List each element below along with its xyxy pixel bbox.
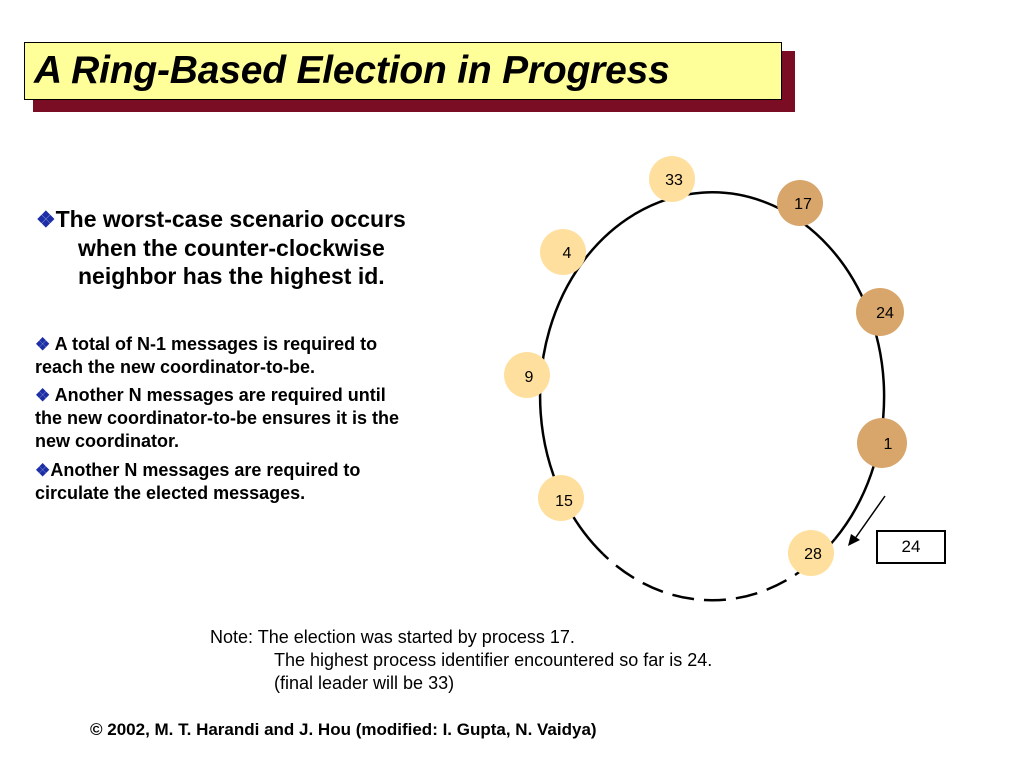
arrow-head-icon	[848, 534, 860, 546]
main-bullet-line1: The worst-case scenario occurs	[55, 206, 406, 232]
diamond-bullet-icon: ❖	[35, 386, 51, 405]
svg-text:4: 4	[562, 245, 572, 262]
election-message-value: 24	[901, 537, 921, 556]
ring-path	[540, 192, 884, 554]
note	[210, 626, 712, 695]
election-message-box	[876, 530, 946, 564]
sub-bullet-line1: A total of N-1 messages is required to	[50, 334, 378, 354]
copyright-footer: © 2002, M. T. Harandi and J. Hou (modified: I. Gupta, N. Vaidya)	[90, 720, 597, 739]
svg-text:24: 24	[876, 305, 894, 322]
note-line2: The highest process identifier encountered so far is 24.	[274, 650, 713, 670]
main-bullet-line2: when the counter-clockwise	[78, 235, 385, 261]
sub-bullet-line2: circulate the elected messages.	[35, 483, 306, 503]
svg-text:15: 15	[555, 493, 573, 510]
svg-text:9: 9	[524, 369, 534, 386]
ring-node-33	[649, 156, 695, 202]
slide-title: A Ring-Based Election in Progress	[34, 49, 670, 92]
svg-text:33: 33	[665, 172, 683, 189]
sub-bullet-line2: reach the new coordinator-to-be.	[35, 357, 316, 377]
note-line3: (final leader will be 33)	[274, 673, 455, 693]
note-line1: Note: The election was started by process 17.	[210, 627, 575, 647]
ring-node-4	[540, 229, 586, 275]
sub-bullet-line3: new coordinator.	[35, 431, 180, 451]
svg-text:17: 17	[794, 196, 812, 213]
diamond-bullet-icon: ❖	[35, 335, 51, 354]
svg-text:1: 1	[883, 436, 893, 453]
ring-node-17	[777, 180, 823, 226]
ring-node-1	[857, 418, 907, 468]
ring-node-9	[504, 352, 550, 398]
sub-bullet-line1: Another N messages are required until	[50, 385, 386, 405]
sub-bullet-line2: the new coordinator-to-be ensures it is the	[35, 408, 400, 428]
ring-node-28	[788, 530, 834, 576]
ring-node-24	[856, 288, 904, 336]
svg-text:28: 28	[804, 546, 822, 563]
diamond-bullet-icon: ❖	[36, 207, 56, 232]
main-bullet-line3: neighbor has the highest id.	[78, 263, 385, 289]
ring-node-15	[538, 475, 584, 521]
diamond-bullet-icon: ❖	[35, 461, 51, 480]
sub-bullet-line1: Another N messages are required to	[50, 460, 361, 480]
